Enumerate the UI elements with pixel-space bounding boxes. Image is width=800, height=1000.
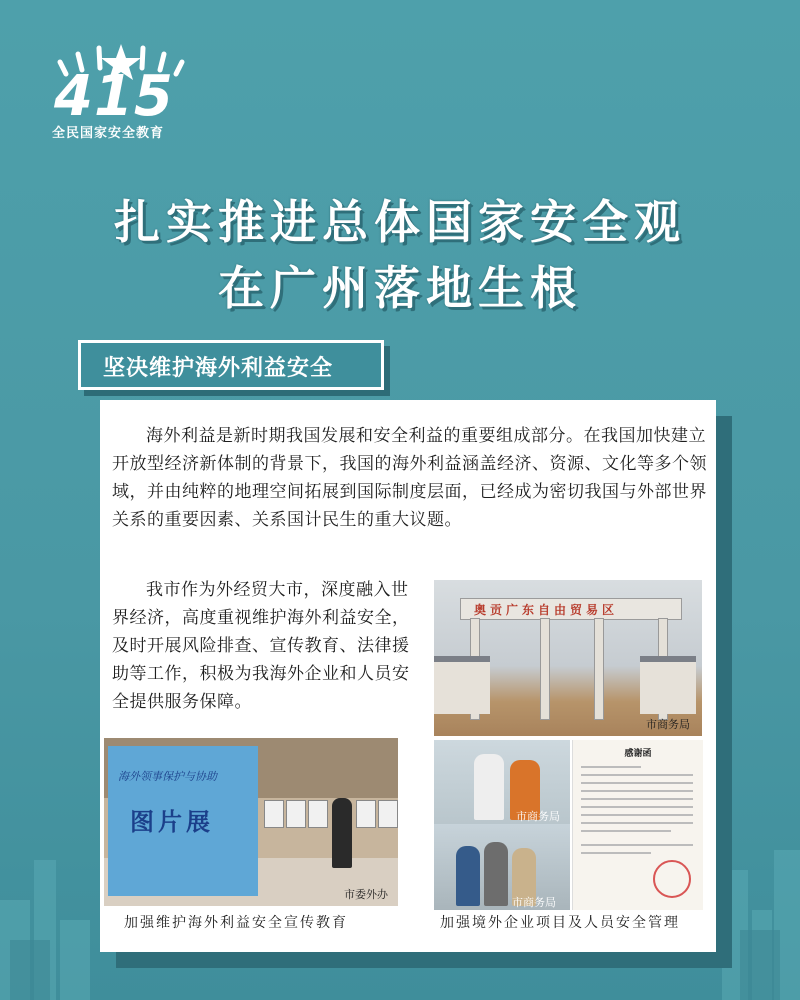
page-title-line-2: 在广州落地生根 [218, 261, 582, 315]
logo-subtitle: 全民国家安全教育 [52, 126, 165, 141]
figure-caption-right: 加强境外企业项目及人员安全管理 [440, 915, 680, 931]
letter-line [581, 844, 693, 846]
person-in-white [474, 754, 504, 820]
letter-line [581, 798, 693, 800]
workers-meeting-photo [434, 740, 570, 824]
exhibition-hall-photo [104, 738, 398, 906]
section-heading-tag [78, 340, 384, 390]
page-title-line-1: 扎实推进总体国家安全观 [114, 195, 686, 249]
visitor-figure [332, 798, 352, 868]
letter-line [581, 790, 693, 792]
display-board [308, 800, 328, 828]
figure-caption-left: 加强维护海外利益安全宣传教育 [124, 915, 348, 931]
exhibition-banner [108, 746, 258, 896]
section-heading: 坚决维护海外利益安全 [103, 356, 334, 381]
exhibition-banner-title: 图片展 [130, 808, 214, 836]
display-board [378, 800, 398, 828]
display-board [286, 800, 306, 828]
letter-line [581, 830, 671, 832]
photo-credit: 市委外办 [344, 888, 388, 901]
official-seal-icon [653, 860, 691, 898]
group-photo [434, 824, 570, 910]
body-paragraph-1: 海外利益是新时期我国发展和安全利益的重要组成部分。在我国加快建立开放型经济新体制的背景下，我国的海外利益涵盖经济、资源、文化等多个领域，并由纯粹的地理空间拓展到国际制度层面，已经成为密切我国与外部世界关系的重要因素、关系国计民生的重大议题。 [112, 426, 707, 530]
photo-credit: 市商务局 [512, 896, 556, 909]
display-board [264, 800, 284, 828]
photo-credit: 市商务局 [516, 810, 560, 823]
letter-line [581, 806, 693, 808]
gate-sign-text: 奥贡广东自由贸易区 [474, 603, 619, 617]
guard-booth [640, 656, 696, 714]
guard-booth [434, 656, 490, 714]
letter-heading: 感谢函 [624, 749, 652, 759]
exhibition-banner-subtitle: 海外领事保护与协助 [118, 770, 217, 783]
logo-number: 415 [54, 64, 174, 129]
display-board [356, 800, 376, 828]
group-person [456, 846, 480, 906]
letter-line [581, 766, 641, 768]
letter-line [581, 774, 693, 776]
free-trade-zone-gate-photo [434, 580, 702, 736]
national-security-day-logo [46, 40, 196, 150]
letter-line [581, 782, 693, 784]
group-person [484, 842, 508, 906]
letter-line [581, 814, 693, 816]
gate-pillar [594, 618, 604, 720]
letter-line [581, 822, 693, 824]
photo-credit: 市商务局 [646, 718, 690, 731]
gate-pillar [540, 618, 550, 720]
thank-you-letter-photo [572, 740, 703, 910]
body-paragraph-2: 我市作为外经贸大市，深度融入世界经济，高度重视维护海外利益安全，及时开展风险排查、宣传教育、法律援助等工作，积极为我海外企业和人员安全提供服务保障。 [112, 580, 410, 712]
letter-line [581, 852, 651, 854]
